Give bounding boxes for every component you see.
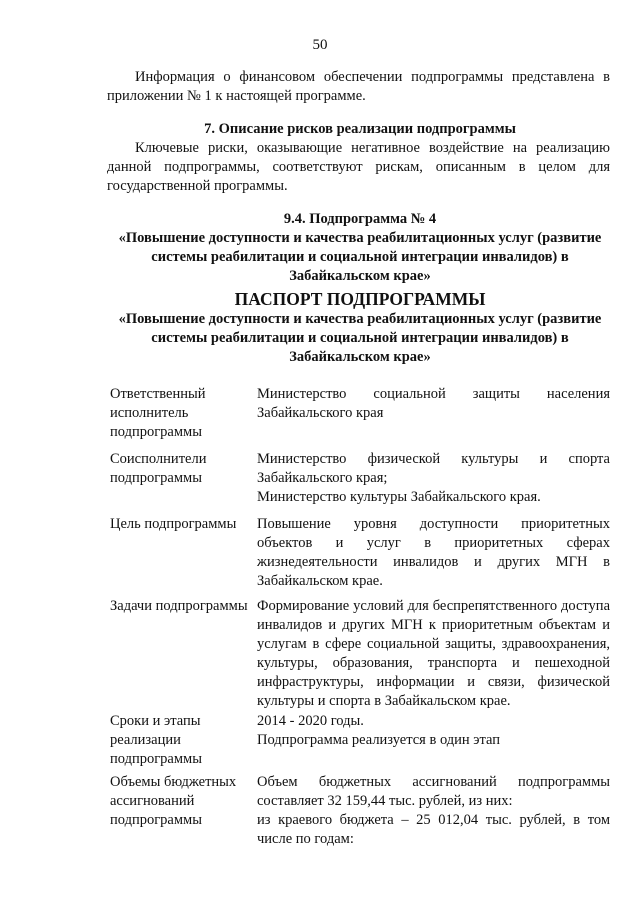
- passport-subtitle-line: системы реабилитации и социальной интеграции инвалидов) в: [151, 330, 569, 346]
- page-number: 50: [312, 37, 328, 53]
- passport-row-value-line: Министерство физической культуры и спорта Забайкальского края;: [257, 451, 610, 486]
- subprogram-title-line: Забайкальском крае»: [289, 268, 431, 284]
- passport-row-value-line: Объем бюджетных ассигнований подпрограммы составляет 32 159,44 тыс. рублей, из них:: [257, 774, 610, 809]
- passport-row-value: [257, 450, 610, 507]
- passport-row-value-line: Формирование условий для беспрепятственного доступа инвалидов и других МГН к приоритетным объектам и услугам в сфере социальной защиты, здравоохранения, культуры, образования, транспорта и пешеходной инфраструктуры, информации и связи, физической культуры и спорта в Забайкальском крае.: [257, 598, 610, 709]
- passport-row-value: [257, 515, 610, 591]
- passport-row-value-line: Министерство социальной защиты населения Забайкальского края: [257, 386, 610, 421]
- passport-row-value-line: Повышение уровня доступности приоритетных объектов и услуг в приоритетных сферах жизнедеятельности инвалидов и других МГН в Забайкальском крае.: [257, 516, 610, 589]
- passport-subtitle: [100, 310, 620, 367]
- passport-row-label: Объемы бюджетных ассигнований подпрограммы: [110, 774, 237, 828]
- subprogram-number-heading: 9.4. Подпрограмма № 4: [283, 211, 437, 227]
- subprogram-title-line: «Повышение доступности и качества реабилитационных услуг (развитие: [118, 230, 602, 246]
- passport-row-value-line: Министерство культуры Забайкальского края.: [257, 489, 541, 505]
- passport-row-label: Сроки и этапы реализации подпрограммы: [110, 713, 202, 767]
- passport-subtitle-line: «Повышение доступности и качества реабилитационных услуг (развитие: [118, 311, 602, 327]
- passport-row-label: Ответственный исполнитель подпрограммы: [110, 386, 206, 440]
- passport-row-value-line: из краевого бюджета – 25 012,04 тыс. рублей, в том числе по годам:: [257, 812, 610, 847]
- financing-paragraph: Информация о финансовом обеспечении подпрограммы представлена в приложении № 1 к настоящей программе.: [107, 69, 610, 104]
- passport-row-value-line: 2014 - 2020 годы.: [257, 713, 364, 729]
- passport-title: ПАСПОРТ ПОДПРОГРАММЫ: [234, 289, 486, 309]
- passport-row-value: [257, 597, 610, 711]
- passport-row-value: [257, 712, 610, 750]
- risks-paragraph: Ключевые риски, оказывающие негативное воздействие на реализацию данной подпрограммы, соответствуют рискам, описанным в целом для государственной программы.: [107, 140, 610, 194]
- passport-row-value-line: Подпрограмма реализуется в один этап: [257, 732, 501, 748]
- risks-heading: 7. Описание рисков реализации подпрограммы: [204, 121, 516, 137]
- passport-row-value: [257, 773, 610, 849]
- subprogram-title-line: системы реабилитации и социальной интеграции инвалидов) в: [151, 249, 569, 265]
- passport-row-value: [257, 385, 610, 423]
- passport-row-label: Задачи подпрограммы: [110, 598, 248, 614]
- passport-row-label: Соисполнители подпрограммы: [110, 451, 207, 486]
- subprogram-title: [100, 229, 620, 286]
- passport-row-label: Цель подпрограммы: [110, 516, 237, 532]
- passport-subtitle-line: Забайкальском крае»: [289, 349, 431, 365]
